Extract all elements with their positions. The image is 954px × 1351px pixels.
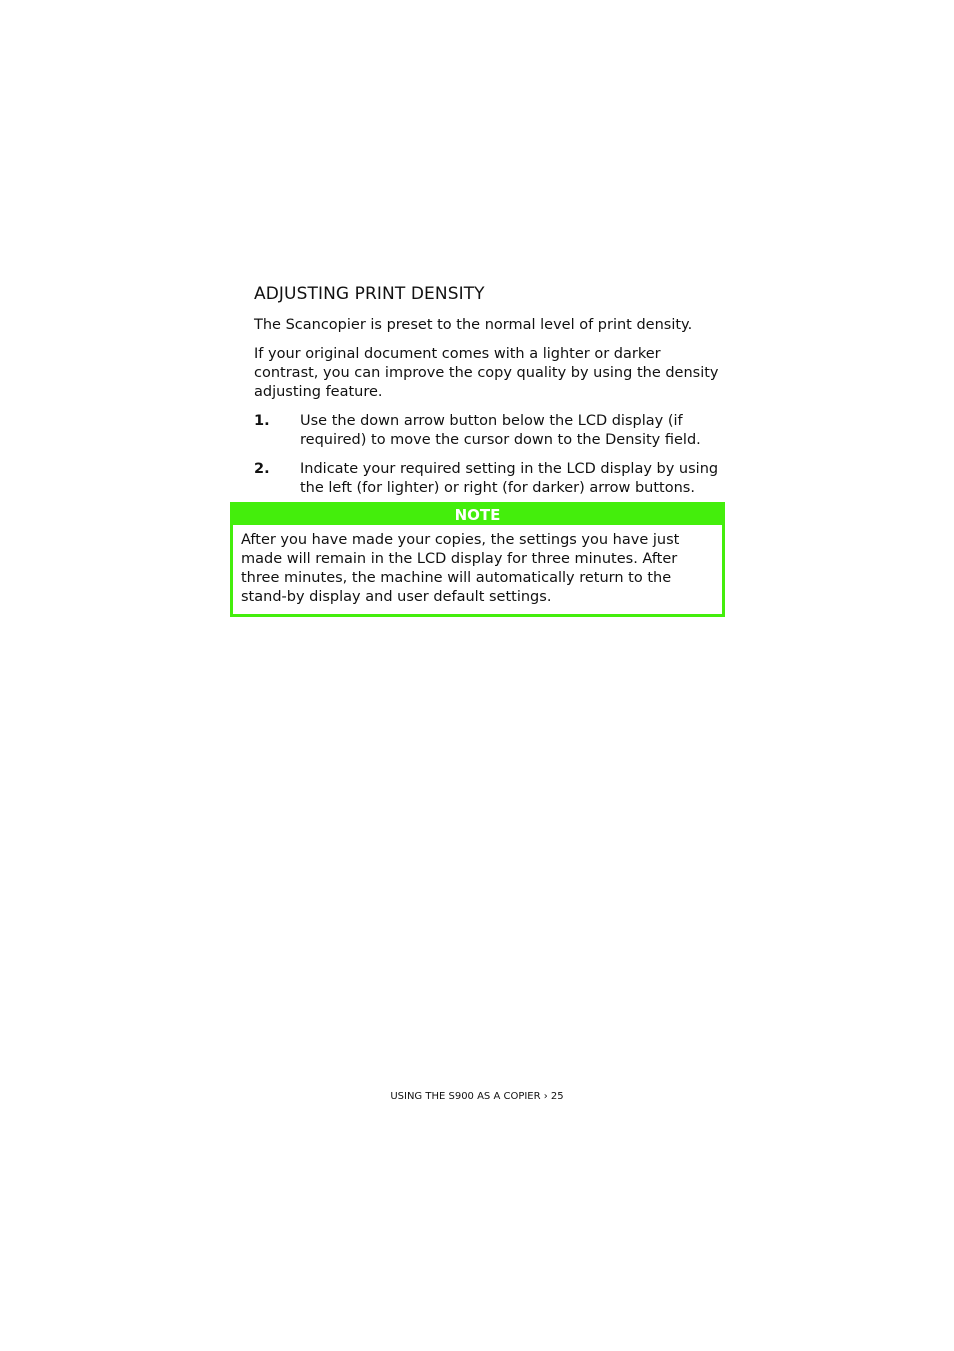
step-number: 1. [254, 413, 270, 429]
step-2 [254, 460, 724, 498]
step-text: Indicate your required setting in the LCD display by using the left (for lighter) or right (for darker) arrow buttons. [300, 461, 719, 496]
note-box [230, 502, 725, 617]
section-heading: ADJUSTING PRINT DENSITY [254, 284, 485, 304]
contrast-paragraph: If your original document comes with a lighter or darker contrast, you can improve the copy quality by using the density adjusting feature. [254, 346, 719, 400]
step-1 [254, 412, 724, 450]
intro-paragraph: The Scancopier is preset to the normal level of print density. [254, 317, 693, 333]
note-title: NOTE [233, 505, 722, 525]
page-footer: USING THE S900 AS A COPIER › 25 [390, 1091, 564, 1102]
step-number: 2. [254, 461, 270, 477]
step-text: Use the down arrow button below the LCD display (if required) to move the cursor down to the Density field. [300, 413, 701, 448]
main-content [254, 284, 724, 508]
note-text: After you have made your copies, the settings you have just made will remain in the LCD display for three minutes. After three minutes, the machine will automatically return to the stand-by display and user default settings. [241, 532, 680, 605]
